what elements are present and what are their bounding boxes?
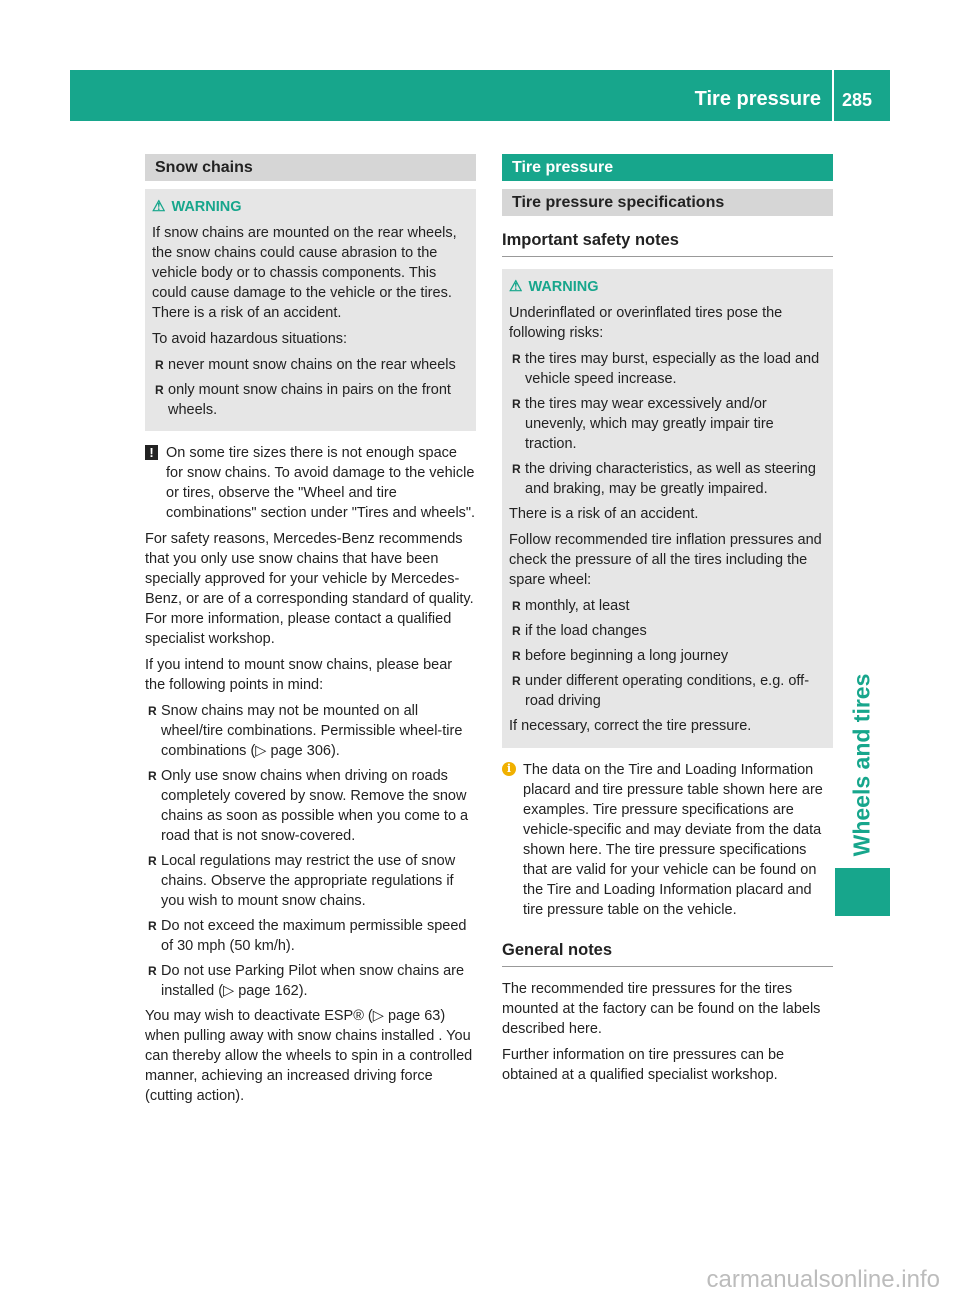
left-column [145,154,476,1112]
list-item: R Only use snow chains when driving on roads completely covered by snow. Remove the snow chains as soon as possible when you come to a road that is not snow-covered. [145,766,476,846]
list-item: R before beginning a long journey [509,646,826,666]
page-header-bar [70,70,890,121]
side-tab-marker [835,868,890,916]
warning-text: If snow chains are mounted on the rear wheels, the snow chains could cause abrasion to the vehicle body or to chassis components. This could cause damage to the vehicle or the tires. There is a risk of an accident. [152,225,457,321]
warning-box [145,189,476,431]
warning-text: There is a risk of an accident. [509,506,699,522]
heading-important-safety-notes: Important safety notes [502,224,833,257]
side-tab-label: Wheels and tires [848,673,875,857]
list-item: R never mount snow chains on the rear wheels [152,355,469,375]
list-item: R the tires may burst, especially as the load and vehicle speed increase. [509,349,826,389]
subsection-heading: Tire pressure specifications [502,189,833,216]
warning-title: ⚠ WARNING [152,198,242,215]
list-item: R only mount snow chains in pairs on the front wheels. [152,380,469,420]
list-item: R Do not exceed the maximum permissible speed of 30 mph (50 km/h). [145,916,476,956]
body-text: Further information on tire pressures can be obtained at a qualified specialist workshop. [502,1047,785,1083]
page-number: 285 [842,90,873,110]
header-divider [832,70,834,121]
right-column [502,154,833,1091]
section-heading-tire-pressure: Tire pressure [502,154,833,181]
list-item: R Snow chains may not be mounted on all wheel/tire combinations. Permissible wheel-tire combinations (▷ page 306). [145,701,476,761]
list-item: R monthly, at least [509,596,826,616]
warning-text: Underinflated or overinflated tires pose the following risks: [509,305,783,341]
body-text: The recommended tire pressures for the tires mounted at the factory can be found on the labels described here. [502,981,821,1037]
warning-text: To avoid hazardous situations: [152,331,348,347]
section-heading-snow-chains: Snow chains [145,154,476,181]
warning-text: Follow recommended tire inflation pressures and check the pressure of all the tires including the spare wheel: [509,532,822,588]
heading-general-notes: General notes [502,934,833,967]
exclamation-icon: ! [145,445,158,460]
info-note: i The data on the Tire and Loading Information placard and tire pressure table shown here are examples. Tire pressure specifications are vehicle-specific and may deviate from the data shown here. The tire pressure specifications that are valid for your vehicle can be found on the Tire and Loading Information placard and tire pressure table on the vehicle. [502,760,833,920]
body-text: If you intend to mount snow chains, please bear the following points in mind: [145,657,453,693]
body-text: For safety reasons, Mercedes-Benz recommends that you only use snow chains that have been specially approved for your vehicle by Mercedes-Benz, or are of a corresponding standard of quality. For more information, please contact a qualified specialist workshop. [145,531,474,647]
info-icon: i [502,762,516,776]
list-item: R under different operating conditions, e.g. off-road driving [509,671,826,711]
warning-title: ⚠ WARNING [509,278,599,295]
header-title: Tire pressure [694,88,821,110]
list-item: R the driving characteristics, as well as steering and braking, may be greatly impaired. [509,459,826,499]
body-text: You may wish to deactivate ESP® (▷ page 63) when pulling away with snow chains installed . You can thereby allow the wheels to spin in a controlled manner, achieving an increased driving force (cutting action). [145,1008,473,1104]
watermark: carmanualsonline.info [706,1266,940,1293]
warning-triangle-icon: ⚠ [509,278,523,295]
warning-text: If necessary, correct the tire pressure. [509,718,752,734]
list-item: R Local regulations may restrict the use of snow chains. Observe the appropriate regulations if you wish to mount snow chains. [145,851,476,911]
list-item: R the tires may wear excessively and/or unevenly, which may greatly impair tire traction. [509,394,826,454]
caution-note: ! On some tire sizes there is not enough space for snow chains. To avoid damage to the vehicle or tires, observe the "Wheel and tire combinations" section under "Tires and wheels". [145,443,476,523]
list-item: R Do not use Parking Pilot when snow chains are installed (▷ page 162). [145,961,476,1001]
warning-box [502,269,833,748]
warning-triangle-icon: ⚠ [152,198,166,215]
list-item: R if the load changes [509,621,826,641]
